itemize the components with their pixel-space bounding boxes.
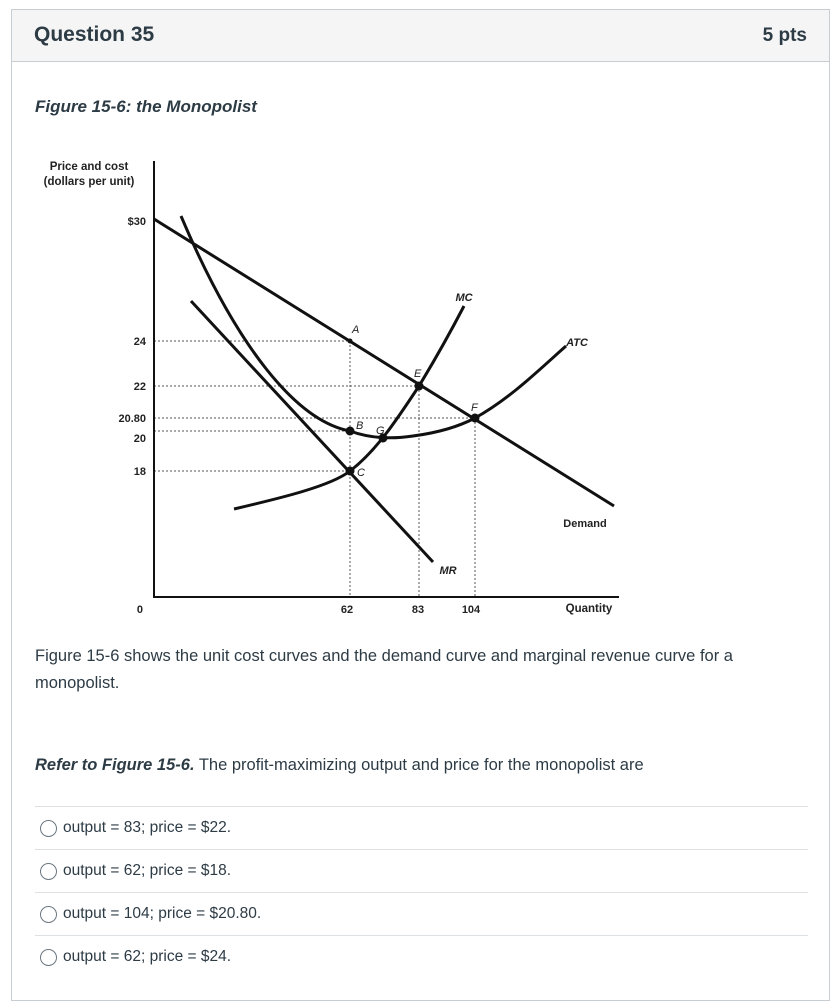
point-b-marker — [346, 427, 355, 436]
demand-curve — [154, 219, 614, 506]
answer-label: output = 62; price = $24. — [63, 948, 232, 965]
y-axis-label-line1: Price and cost — [49, 161, 129, 173]
prompt-reference: Refer to Figure 15-6. — [35, 756, 195, 774]
question-prompt — [35, 752, 815, 779]
question-title: Question 35 — [34, 23, 155, 46]
demand-label: Demand — [563, 518, 607, 530]
mc-curve — [234, 306, 464, 509]
question-header — [12, 10, 829, 62]
y-tick-22: 22 — [133, 381, 146, 393]
figure-caption: Figure 15-6: the Monopolist — [35, 97, 257, 116]
atc-label: ATC — [566, 337, 588, 349]
answer-label: output = 83; price = $22. — [63, 819, 232, 836]
atc-curve — [181, 216, 566, 438]
y-tick-20-80: 20.80 — [118, 413, 146, 425]
x-tick-104: 104 — [461, 604, 481, 616]
answer-label: output = 62; price = $18. — [63, 862, 232, 879]
answer-option-3[interactable] — [35, 892, 808, 935]
question-card — [11, 9, 830, 1001]
x-tick-83: 83 — [411, 604, 425, 616]
radio-button[interactable] — [40, 949, 57, 966]
mr-label: MR — [439, 565, 457, 577]
point-c-label: C — [357, 467, 365, 479]
point-e-label: E — [414, 368, 422, 380]
y-tick-24: 24 — [133, 336, 146, 348]
point-b-label: B — [356, 420, 364, 432]
point-g-label: G — [376, 425, 385, 437]
answer-option-1[interactable] — [35, 806, 808, 849]
y-axis-label-line2: (dollars per unit) — [43, 176, 135, 188]
answer-option-2[interactable] — [35, 849, 808, 892]
x-axis-label: Quantity — [565, 603, 613, 615]
point-a-marker — [348, 339, 353, 344]
figure-description: Figure 15-6 shows the unit cost curves and the demand curve and marginal revenue curve for a monopolist. — [35, 647, 733, 692]
point-a-label: A — [352, 324, 360, 336]
answer-list — [35, 806, 808, 978]
point-c-marker — [346, 467, 355, 476]
y-tick-18: 18 — [133, 466, 146, 478]
prompt-text: The profit-maximizing output and price for the monopolist are — [194, 756, 644, 774]
question-points: 5 pts — [762, 25, 807, 46]
answer-option-4[interactable] — [35, 935, 808, 978]
y-tick-0: 0 — [136, 604, 143, 616]
answer-label: output = 104; price = $20.80. — [63, 905, 262, 922]
monopolist-figure — [31, 146, 631, 621]
point-e-marker — [415, 382, 424, 391]
radio-button[interactable] — [40, 820, 57, 837]
point-f-marker — [471, 414, 480, 423]
radio-button[interactable] — [40, 906, 57, 923]
x-tick-62: 62 — [340, 604, 354, 616]
y-tick-30: $30 — [127, 216, 146, 228]
y-tick-20: 20 — [133, 433, 146, 445]
radio-button[interactable] — [40, 863, 57, 880]
mc-label: MC — [455, 292, 473, 304]
point-f-label: F — [471, 402, 478, 414]
